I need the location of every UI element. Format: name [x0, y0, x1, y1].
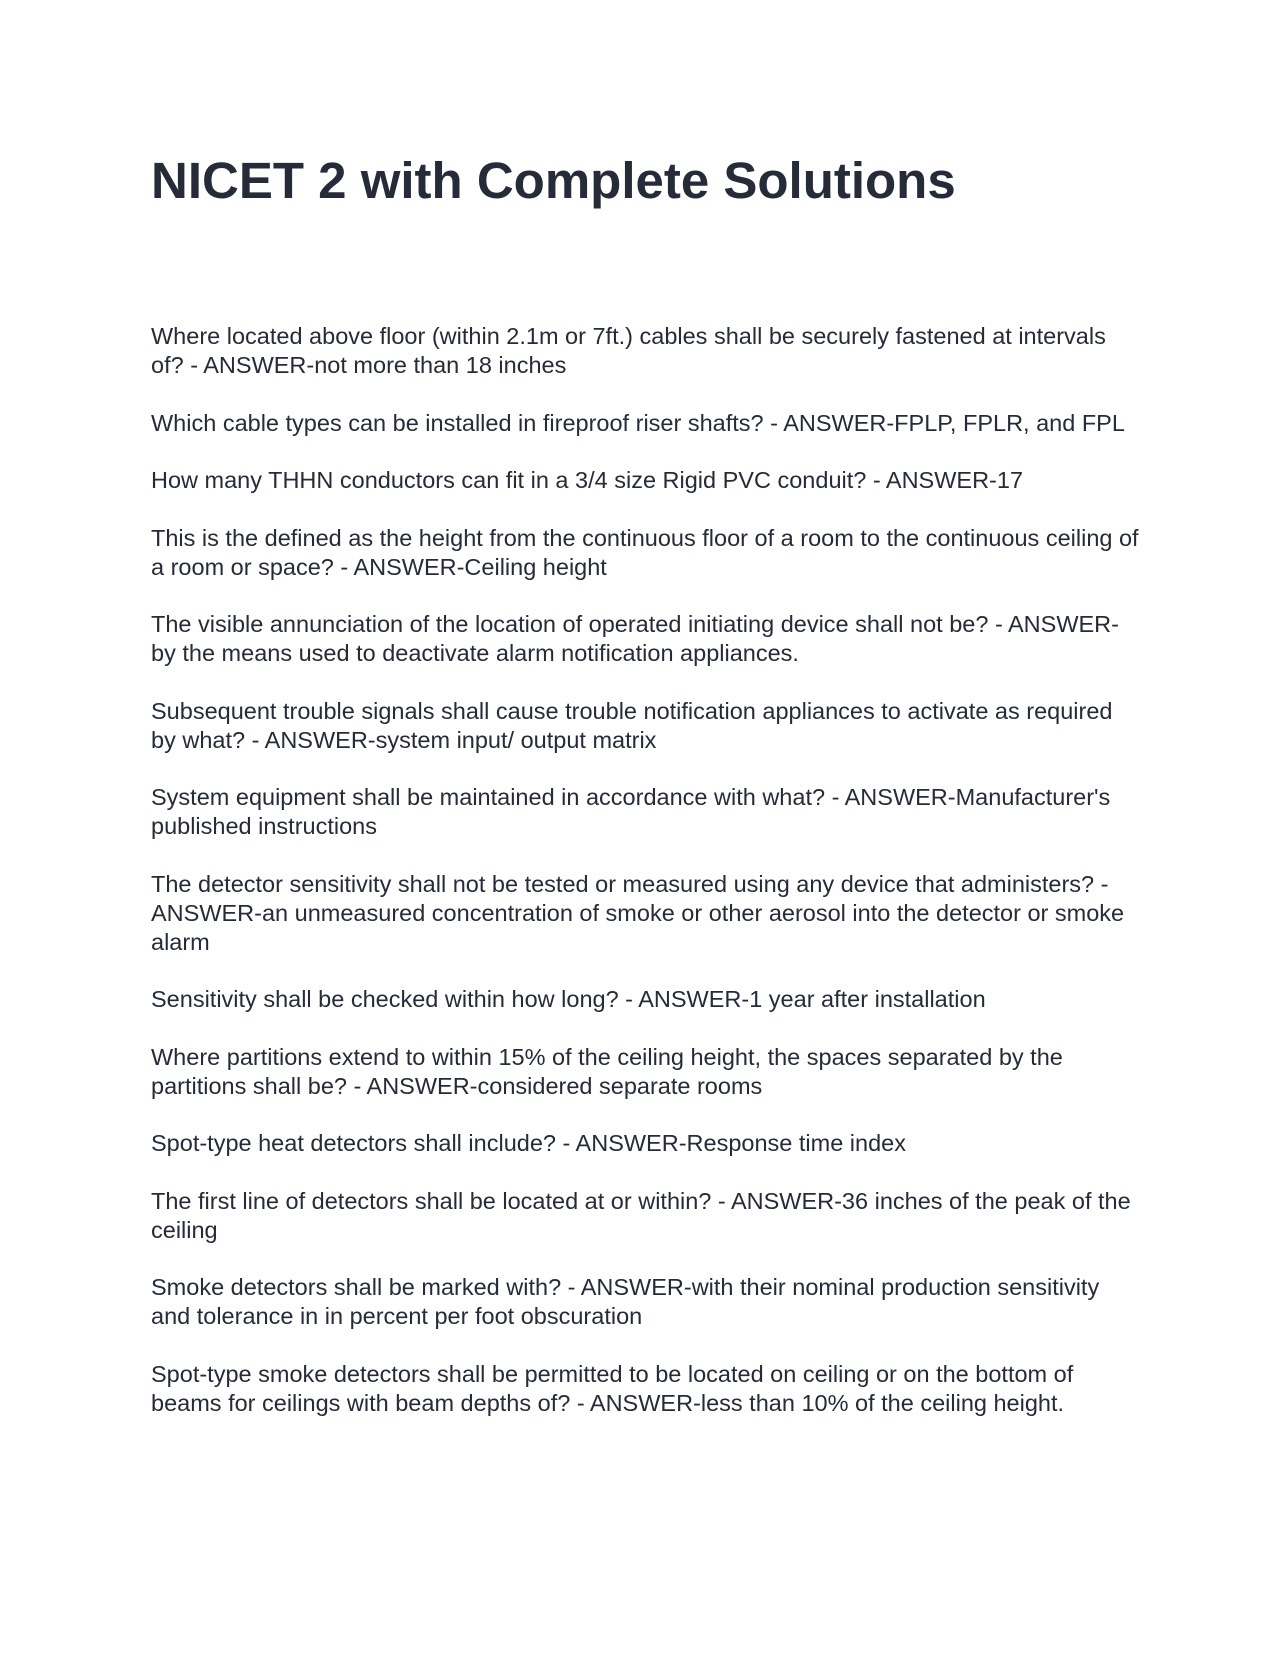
- qa-item: How many THHN conductors can fit in a 3/4 size Rigid PVC conduit? - ANSWER-17: [151, 467, 1024, 493]
- qa-item: Spot-type heat detectors shall include? - ANSWER-Response time index: [151, 1130, 906, 1156]
- qa-item: Where located above floor (within 2.1m or 7ft.) cables shall be securely fastened at intervals of? - ANSWER-not more than 18 inches: [151, 323, 1106, 378]
- qa-list: [151, 322, 1141, 1446]
- qa-item: Subsequent trouble signals shall cause trouble notification appliances to activate as required by what? - ANSWER-system input/ output matrix: [151, 697, 1113, 753]
- qa-item: Where partitions extend to within 15% of the ceiling height, the spaces separated by the partitions shall be? - ANSWER-considered separate rooms: [151, 1043, 1063, 1099]
- qa-item: Which cable types can be installed in fireproof riser shafts? - ANSWER-FPLP, FPLR, and FPL: [151, 409, 1125, 436]
- qa-item: The first line of detectors shall be located at or within? - ANSWER-36 inches of the peak of the ceiling: [151, 1187, 1131, 1243]
- qa-item: System equipment shall be maintained in accordance with what? - ANSWER-Manufacturer's published instructions: [151, 784, 1111, 839]
- qa-item: This is the defined as the height from the continuous floor of a room to the continuous ceiling of a room or space? - ANSWER-Ceiling height: [151, 524, 1139, 580]
- qa-item: Smoke detectors shall be marked with? - ANSWER-with their nominal production sensitivity and tolerance in in percent per foot obscuration: [151, 1274, 1100, 1329]
- document-title: NICET 2 with Complete Solutions: [151, 152, 956, 209]
- qa-item: The detector sensitivity shall not be tested or measured using any device that administers? - ANSWER-an unmeasured concentration of smoke or other aerosol into the detector or smoke alarm: [151, 870, 1125, 955]
- qa-item: Spot-type smoke detectors shall be permitted to be located on ceiling or on the bottom of beams for ceilings with beam depths of? - ANSWER-less than 10% of the ceiling height.: [151, 1360, 1074, 1416]
- qa-item: The visible annunciation of the location of operated initiating device shall not be? - ANSWER-by the means used to deactivate alarm notification appliances.: [151, 611, 1119, 666]
- qa-item: Sensitivity shall be checked within how long? - ANSWER-1 year after installation: [151, 986, 986, 1012]
